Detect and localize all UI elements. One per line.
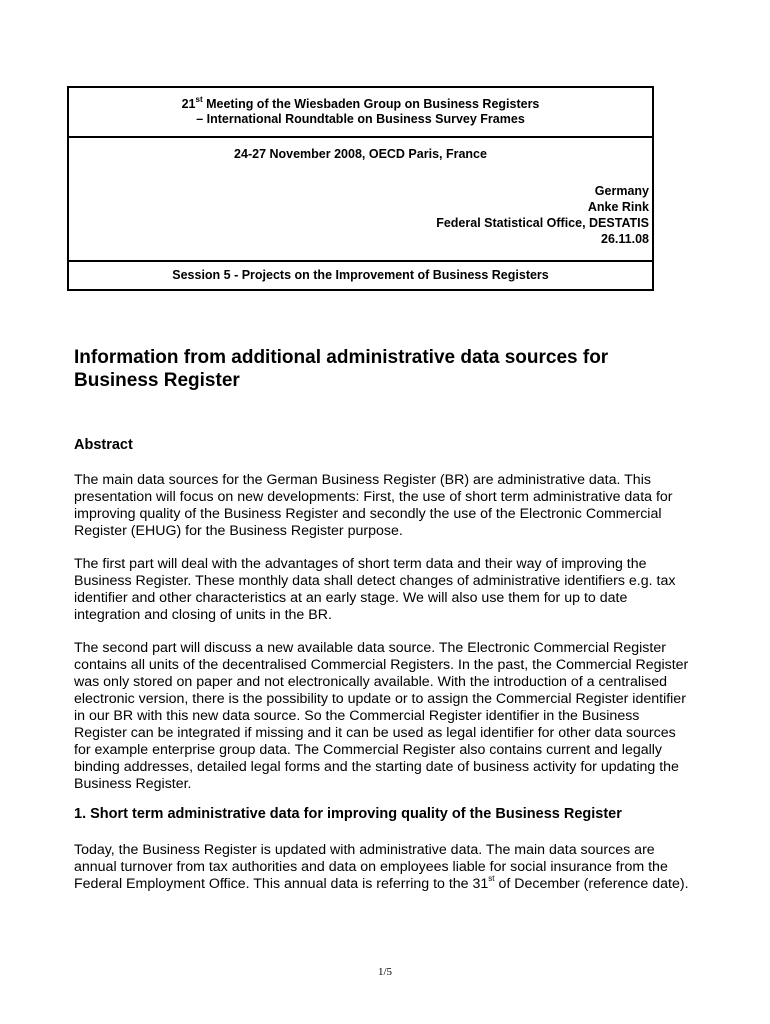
header-info-row	[69, 138, 652, 262]
section-1-paragraph	[74, 842, 694, 893]
abstract-heading: Abstract	[74, 437, 133, 453]
header-box	[67, 86, 654, 291]
meeting-number: 21	[181, 97, 196, 111]
abstract-paragraph-1: The main data sources for the German Business Register (BR) are administrative data. This presentation will focus on new developments: First, the use of short term administrative data for improving quality of the Business Register and secondly the use of the Electronic Commercial Register (EHUG) for the Business Register purpose.	[74, 472, 673, 539]
section-1-text-start: Today, the Business Register is updated with administrative data. The main data sources are annual turnover from tax authorities and data on employees liable for social insurance from the Federal Employment Office. This annual data is referring to the 31	[74, 842, 668, 892]
section-1-superscript: st	[488, 874, 495, 884]
session-title: Session 5 - Projects on the Improvement of Business Registers	[172, 268, 549, 282]
document-title: Information from additional administrative data sources for Business Register	[74, 347, 609, 391]
abstract-paragraph-2: The first part will deal with the advantages of short term data and their way of improving the Business Register. These monthly data shall detect changes of administrative identifiers e.g. tax identifier and other characteristics at an early stage. We will also use them for up to date integration and closing of units in the BR.	[74, 556, 676, 623]
header-meeting-row	[69, 88, 652, 138]
abstract-paragraph-3: The second part will discuss a new available data source. The Electronic Commercial Register contains all units of the decentralised Commercial Registers. In the past, the Commercial Register was only stored on paper and not electronically available. With the introduction of a centralised electronic version, there is the possibility to update or to assign the Commercial Register identifier in our BR with this new data source. So the Commercial Register identifier in the Business Register can be integrated if missing and it can be used as legal identifier for other data sources for example enterprise group data. The Commercial Register also contains current and legally binding addresses, detailed legal forms and the starting date of business activity for updating the Business Register.	[74, 640, 689, 792]
document-date: 26.11.08	[601, 232, 649, 246]
author-name: Anke Rink	[587, 200, 649, 214]
meeting-superscript: st	[195, 94, 203, 104]
country: Germany	[594, 184, 649, 198]
meeting-title	[69, 88, 652, 127]
meeting-title-line2: – International Roundtable on Business Survey Frames	[196, 112, 525, 126]
date-location: 24-27 November 2008, OECD Paris, France	[234, 147, 487, 161]
section-1-text-end: of December (reference date).	[494, 876, 689, 892]
page-number: 1/5	[377, 966, 393, 978]
organization: Federal Statistical Office, DESTATIS	[436, 216, 649, 230]
author-block	[436, 183, 649, 247]
meeting-title-line1: Meeting of the Wiesbaden Group on Business Registers	[202, 97, 540, 111]
header-session-row	[69, 262, 652, 289]
section-1-heading: 1. Short term administrative data for improving quality of the Business Register	[74, 806, 622, 822]
